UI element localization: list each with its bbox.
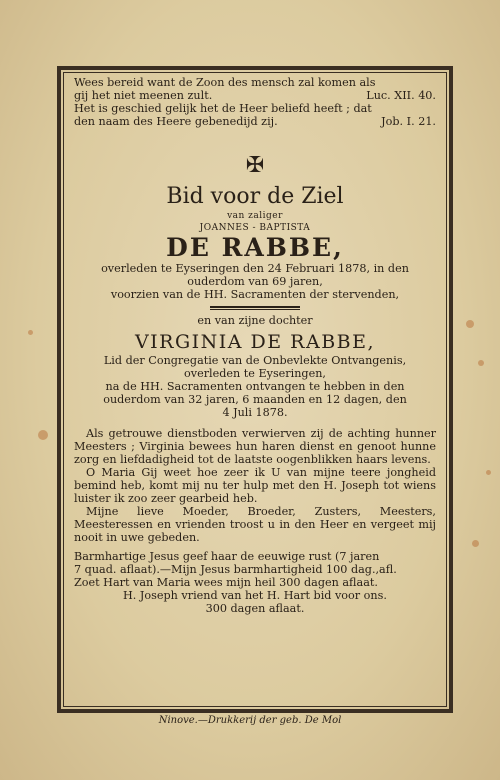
card-text	[74, 76, 436, 615]
verse-reference: Job. I. 21.	[381, 115, 436, 128]
daughter-detail-line: na de HH. Sacramenten ontvangen te hebben in den	[105, 380, 405, 393]
daughter-detail-line: ouderdom van 32 jaren, 6 maanden en 12 dagen, den	[103, 393, 407, 406]
heading: Bid voor de Ziel	[166, 184, 344, 209]
stain	[28, 330, 33, 335]
given-names: JOANNES - BAPTISTA	[199, 223, 311, 233]
verse-text: Wees bereid want de Zoon des mensch zal komen als	[74, 76, 376, 89]
verse-line	[74, 102, 436, 115]
verse-line	[74, 76, 436, 89]
prayer-line: Zoet Hart van Maria wees mijn heil 300 dagen aflaat.	[74, 576, 378, 589]
paragraph: O Maria Gij weet hoe zeer ik U van mijne teere jongheid bemind heb, komt mij nu ter hulp met den H. Joseph tot wiens luister ik zoo zeer gearbeid heb.	[74, 466, 436, 505]
verse-text: gij het niet meenen zult.	[74, 89, 213, 102]
en-van-line: en van zijne dochter	[197, 314, 313, 327]
verse-text: den naam des Heere gebenedijd zij.	[74, 115, 278, 128]
van-zaliger: van zaliger	[227, 211, 283, 221]
death-detail-line: ouderdom van 69 jaren,	[187, 275, 323, 288]
surname: DE RABBE,	[166, 233, 344, 262]
daughter-detail-line: overleden te Eyseringen,	[184, 367, 326, 380]
prayer-block	[74, 550, 436, 615]
death-detail-line: voorzien van de HH. Sacramenten der stervenden,	[110, 288, 400, 301]
scripture-verse	[74, 76, 436, 128]
stain	[466, 320, 474, 328]
daughter-detail-line: 4 Juli 1878.	[222, 406, 288, 419]
divider	[210, 306, 300, 310]
paragraph: Als getrouwe dienstboden verwierven zij de achting hunner Meesters ; Virginia bewees hun haren dienst en genoot hunne zorg en liefdadigheid tot de laatste oogenblikken haars levens.	[74, 427, 436, 466]
printer-imprint: Ninove.—Drukkerij der geb. De Mol	[158, 715, 342, 726]
paragraph: Mijne lieve Moeder, Broeder, Zusters, Meesters, Meesteressen en vrienden troost u in den Heer en vergeet mij nooit in uwe gebeden.	[74, 505, 436, 544]
prayer-line: 300 dagen aflaat.	[205, 602, 305, 615]
verse-line	[74, 89, 436, 102]
prayer-line: Barmhartige Jesus geef haar de eeuwige rust (7 jaren	[74, 550, 380, 563]
stain	[478, 360, 484, 366]
stain	[486, 470, 491, 475]
prayer-line: 7 quad. aflaat).—Mijn Jesus barmhartigheid 100 dag.,afl.	[74, 563, 397, 576]
stain	[38, 430, 48, 440]
verse-line	[74, 115, 436, 128]
daughter-detail-line: Lid der Congregatie van de Onbevlekte Ontvangenis,	[103, 354, 407, 367]
prayer-line: H. Joseph vriend van het H. Hart bid voor ons.	[123, 589, 387, 602]
daughter-name: VIRGINIA DE RABBE,	[134, 331, 376, 353]
cross-icon: ✠	[245, 153, 265, 178]
stain	[472, 540, 479, 547]
death-detail-line: overleden te Eyseringen den 24 Februari 1878, in den	[101, 262, 409, 275]
verse-reference: Luc. XII. 40.	[366, 89, 436, 102]
verse-text: Het is geschied gelijk het de Heer beliefd heeft ; dat	[74, 102, 372, 115]
